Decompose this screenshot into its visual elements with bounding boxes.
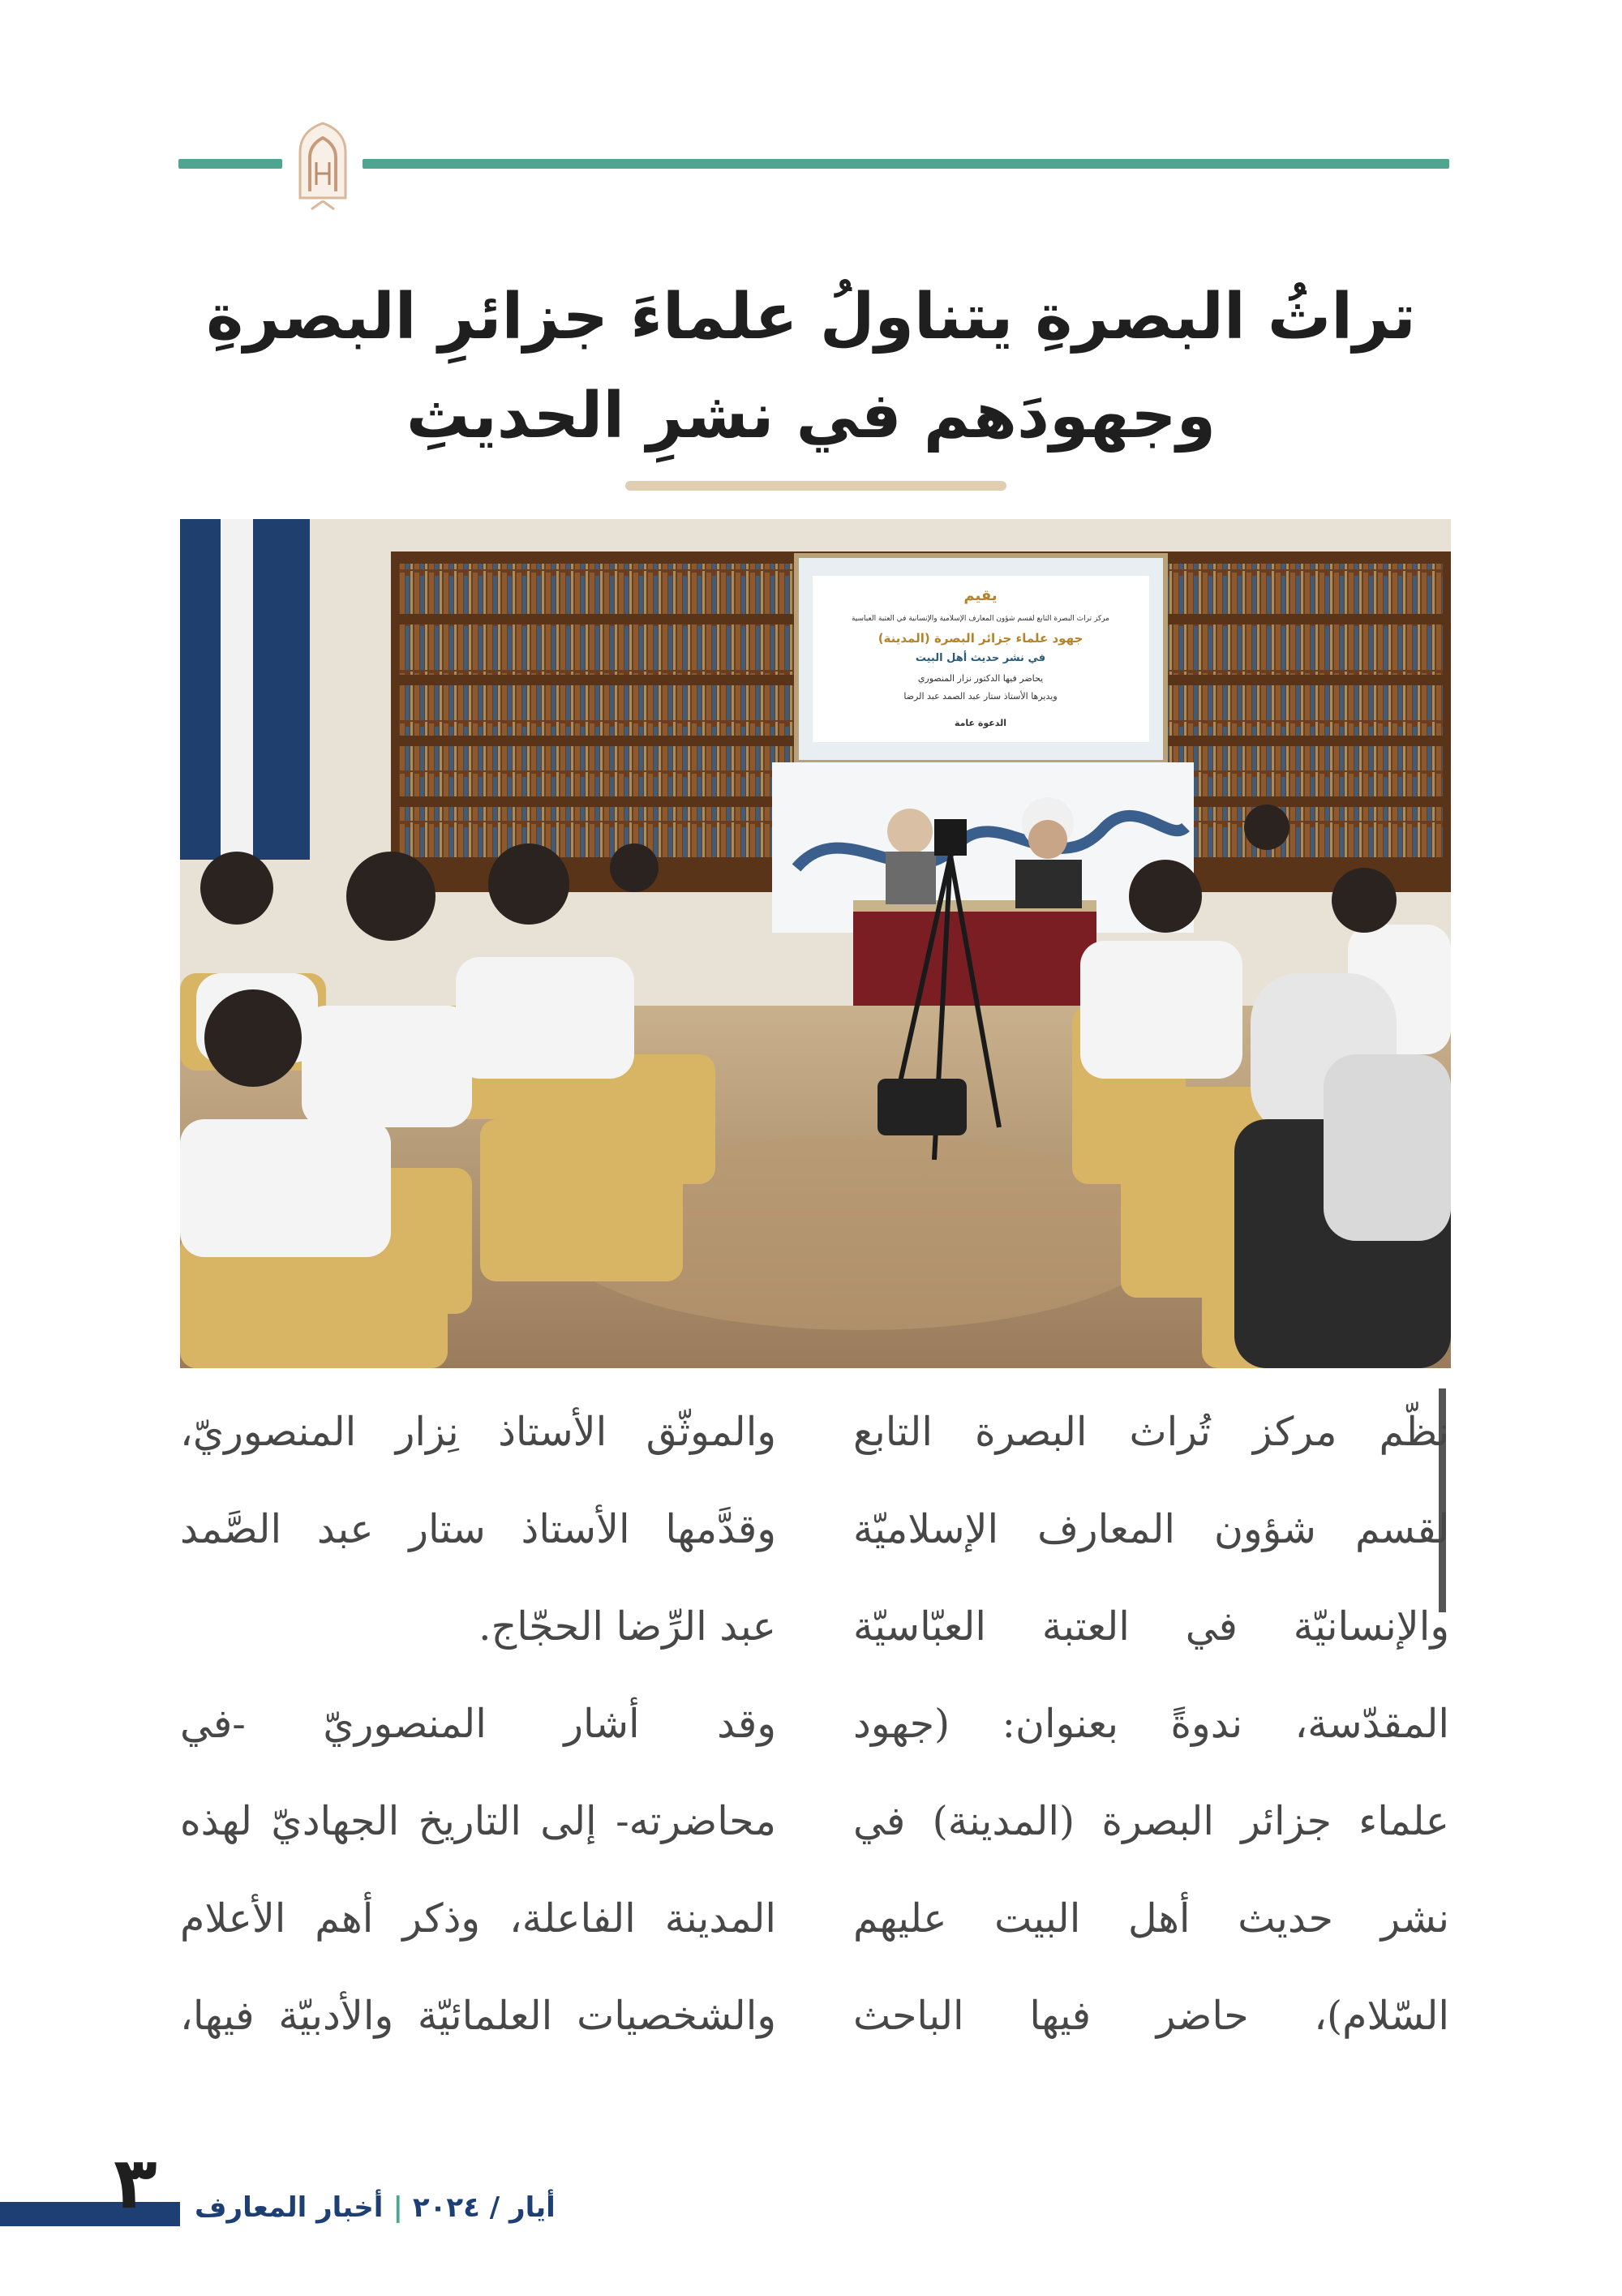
article-line: والموثّق الأستاذ نِزار المنصوريّ، <box>180 1409 776 1455</box>
article-line: نظّم مركز تُراث البصرة التابع <box>853 1409 1449 1455</box>
headline-line-2: وجهودَهم في نشرِ الحديثِ <box>406 380 1216 453</box>
title-underline <box>625 481 1006 491</box>
banner-line-2: مركز تراث البصرة التابع لقسم شؤون المعارف الإسلامية والإنسانية في العتبة العباسية <box>851 615 1110 623</box>
headline-line-1: تراثُ البصرةِ يتناولُ علماءَ جزائرِ البصرةِ <box>206 281 1416 354</box>
banner-line-7: الدعوة عامة <box>954 718 1007 728</box>
article-line: لقسم شؤون المعارف الإسلاميّة <box>853 1506 1449 1552</box>
article-line: علماء جزائر البصرة (المدينة) في <box>853 1798 1449 1844</box>
banner-line-1: يقيم <box>963 587 998 604</box>
article-line: عبد الرِّضا الحجّاج. <box>478 1603 776 1650</box>
article-line: محاضرته- إلى التاريخ الجهاديّ لهذه <box>180 1798 776 1844</box>
banner-line-4: في نشر حديث أهل البيت <box>915 652 1046 664</box>
emblem-logo-icon <box>292 120 354 211</box>
article-column-left <box>180 1384 776 2065</box>
header-rule-right <box>363 159 1449 169</box>
footer-publication-info <box>195 2191 556 2224</box>
headline <box>130 268 1492 466</box>
banner-line-5: يحاضر فيها الدكتور نزار المنصوري <box>917 673 1044 684</box>
footer-publication-name: أخبار المعارف <box>195 2191 384 2224</box>
article-line: المدينة الفاعلة، وذكر أهم الأعلام <box>180 1895 776 1942</box>
article-line: والإنسانيّة في العتبة العبّاسيّة <box>853 1603 1449 1650</box>
article-line: وقدَّمها الأستاذ ستار عبد الصَّمد <box>180 1506 776 1552</box>
article-line: والشخصيات العلمائيّة والأدبيّة فيها، <box>180 1993 776 2039</box>
article-column-right <box>853 1384 1449 2065</box>
banner-line-3: جهود علماء جزائر البصرة (المدينة) <box>878 631 1083 646</box>
footer-date: أيار / ٢٠٢٤ <box>412 2191 556 2224</box>
banner-line-6: ويديرها الأستاذ ستار عبد الصمد عبد الرضا <box>903 691 1058 702</box>
article-line: وقد أشار المنصوريّ -في <box>180 1701 776 1747</box>
header-rule-left <box>178 159 282 169</box>
footer-separator: | <box>393 2191 403 2224</box>
page-number: ٣ <box>114 2141 157 2225</box>
seminar-photo <box>180 519 1451 1368</box>
article-line: نشر حديث أهل البيت عليهم <box>853 1895 1449 1942</box>
article-line: السّلام)، حاضر فيها الباحث <box>853 1993 1449 2039</box>
article-line: المقدّسة، ندوةً بعنوان: (جهود <box>853 1701 1449 1747</box>
